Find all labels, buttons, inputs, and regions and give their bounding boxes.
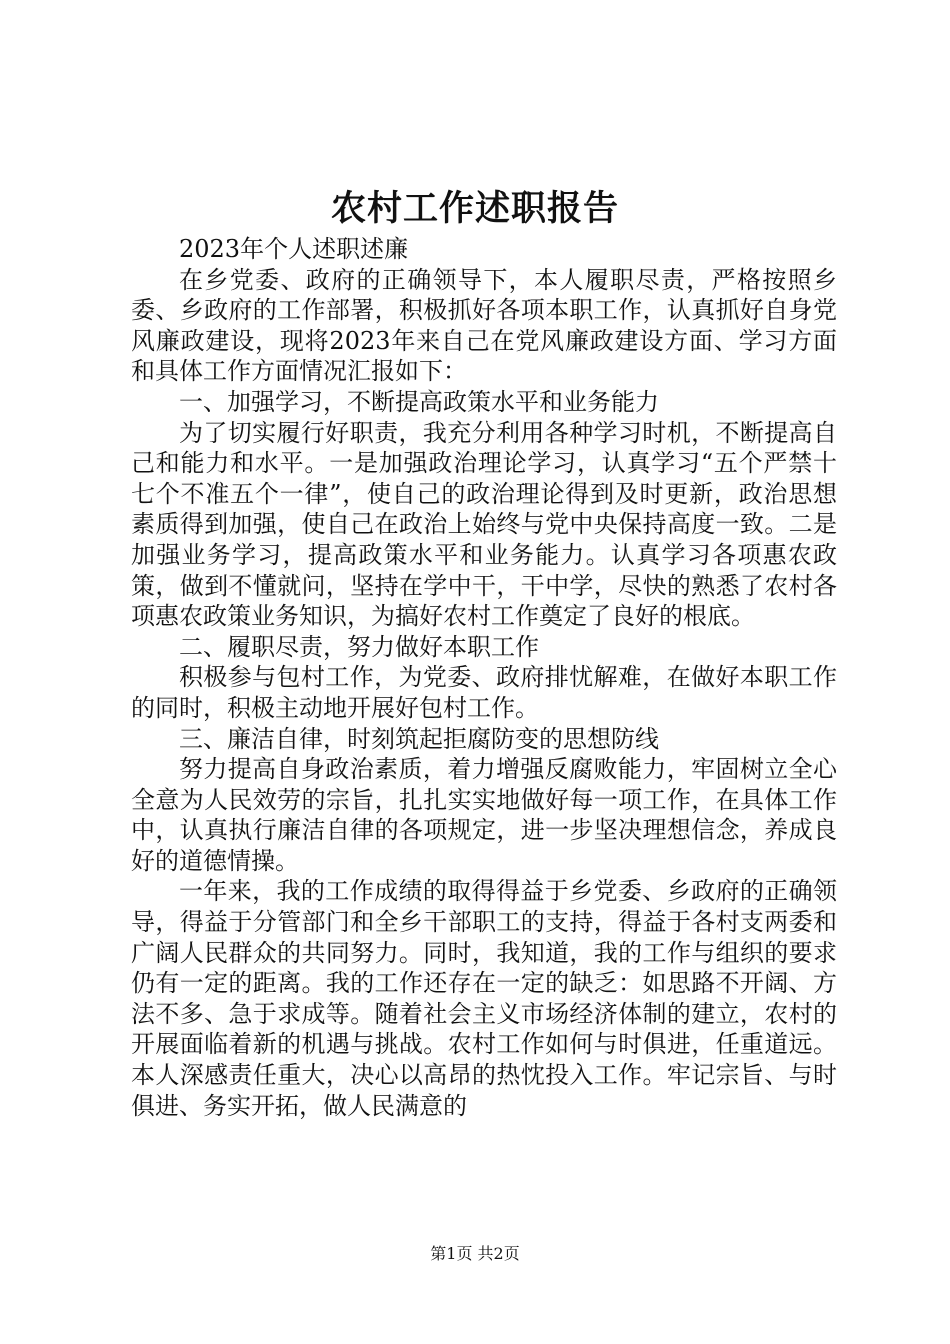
section-heading: 一、加强学习，不断提高政策水平和业务能力 bbox=[179, 387, 659, 416]
page-footer: 第1页 共2页 bbox=[430, 1244, 520, 1263]
paragraph: 2023年个人述职述廉 bbox=[179, 235, 409, 263]
section-heading: 三、廉洁自律，时刻筑起拒腐防变的思想防线 bbox=[179, 724, 659, 753]
paragraph: 积极参与包村工作，为党委、政府排忧解难，在做好本职工作的同时，积极主动地开展好包村工作。 bbox=[131, 663, 837, 722]
section-heading: 二、履职尽责，努力做好本职工作 bbox=[179, 632, 539, 661]
paragraph: 在乡党委、政府的正确领导下，本人履职尽责，严格按照乡委、乡政府的工作部署，积极抓好各项本职工作，认真抓好自身党风廉政建设，现将2023年来自己在党风廉政建设方面、学习方面和具体工作方面情况汇报如下： bbox=[131, 265, 837, 386]
paragraph: 努力提高自身政治素质，着力增强反腐败能力，牢固树立全心全意为人民效劳的宗旨，扎扎实实地做好每一项工作，在具体工作中，认真执行廉洁自律的各项规定，进一步坚决理想信念，养成良好的道德情操。 bbox=[131, 755, 837, 875]
paragraph: 为了切实履行好职责，我充分利用各种学习时机，不断提高自己和能力和水平。一是加强政治理论学习，认真学习“五个严禁十七个不准五个一律”，使自己的政治理论得到及时更新，政治思想素质得到加强，使自己在政治上始终与党中央保持高度一致。二是加强业务学习，提高政策水平和业务能力。认真学习各项惠农政策，做到不懂就问，坚持在学中干，干中学，尽快的熟悉了农村各项惠农政策业务知识，为搞好农村工作奠定了良好的根底。 bbox=[131, 418, 837, 631]
document-body bbox=[131, 234, 837, 1121]
document-title: 农村工作述职报告 bbox=[330, 188, 619, 229]
paragraph: 一年来，我的工作成绩的取得得益于乡党委、乡政府的正确领导，得益于分管部门和全乡干部职工的支持，得益于各村支两委和广阔人民群众的共同努力。同时，我知道，我的工作与组织的要求仍有一定的距离。我的工作还存在一定的缺乏：如思路不开阔、方法不多、急于求成等。随着社会主义市场经济体制的建立，农村的开展面临着新的机遇与挑战。农村工作如何与时俱进，任重道远。本人深感责任重大，决心以高昂的热忱投入工作。牢记宗旨、与时俱进、务实开拓，做人民满意的 bbox=[131, 877, 837, 1120]
